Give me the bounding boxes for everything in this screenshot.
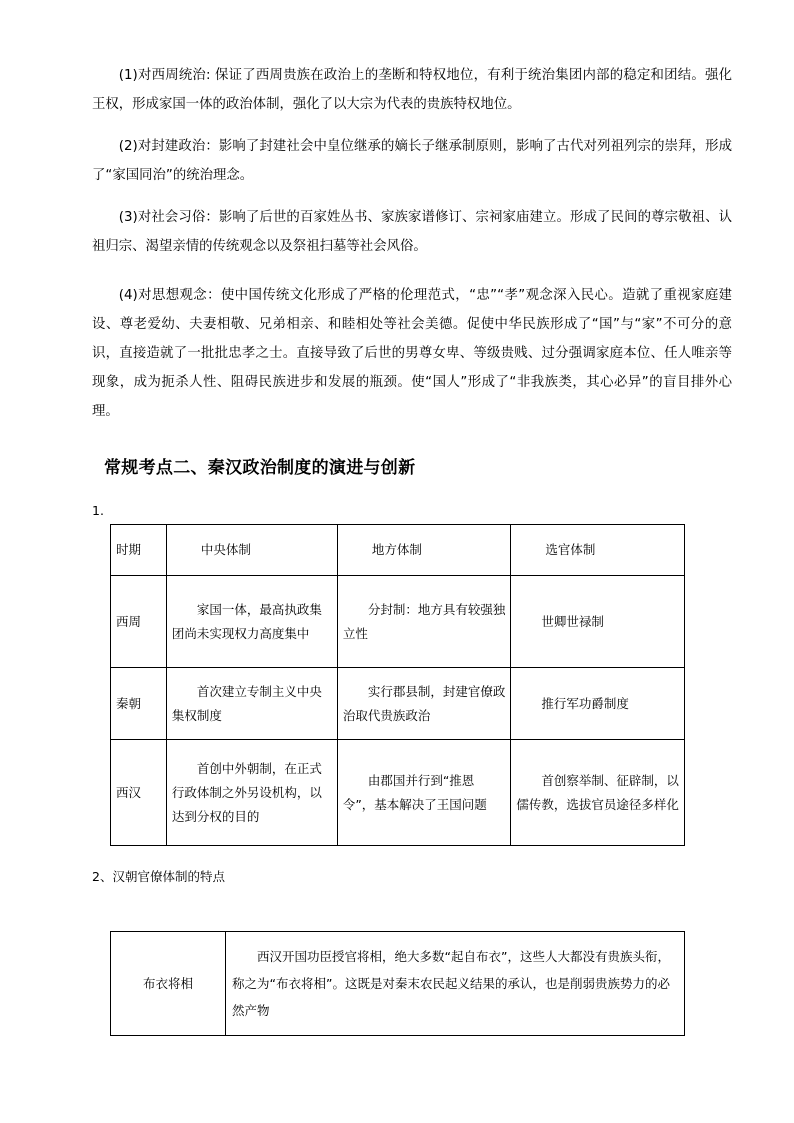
- paragraph-4: (4)对思想观念：使中国传统文化形成了严格的伦理范式，“忠”“孝”观念深入民心。造就了重视家庭建设、尊老爱幼、夫妻相敬、兄弟相亲、和睦相处等社会美德。促使中华民族形成了“国”与“家”不可分的意识，直接造就了一批批忠孝之士。直接导致了后世的男尊女卑、等级贵贱、过分强调家庭本位、任人唯亲等现象，成为扼杀人性、阻碍民族进步和发展的瓶颈。使“国人”形成了“非我族类，其心必异”的盲目排外心理。: [92, 288, 732, 419]
- paragraph-3: (3)对社会习俗：影响了后世的百家姓丛书、家族家谱修订、宗祠家庙建立。形成了民间的尊宗敬祖、认祖归宗、渴望亲情的传统观念以及祭祖扫墓等社会风俗。: [92, 210, 732, 254]
- cell-central: 家国一体，最高执政集团尚未实现权力高度集中: [166, 576, 337, 668]
- cell-local: 由郡国并行到“推恩令”，基本解决了王国问题: [337, 740, 511, 846]
- cell-local: 分封制：地方具有较强独立性: [337, 576, 511, 668]
- header-selection: 选官体制: [511, 525, 685, 576]
- table-row: [111, 932, 685, 1036]
- header-period: 时期: [111, 525, 167, 576]
- header-central: 中央体制: [166, 525, 337, 576]
- table-row: [111, 668, 685, 740]
- feature-name: 布衣将相: [111, 932, 226, 1036]
- item-1-label: 1.: [92, 503, 104, 518]
- table-header-row: [111, 525, 685, 576]
- cell-central: 首创中外朝制，在正式行政体制之外另设机构，以达到分权的目的: [166, 740, 337, 846]
- section-heading: 常规考点二、秦汉政治制度的演进与创新: [104, 458, 416, 478]
- cell-local: 实行郡县制，封建官僚政治取代贵族政治: [337, 668, 511, 740]
- paragraph-1: (1)对西周统治: 保证了西周贵族在政治上的垄断和特权地位，有利于统治集团内部的稳定和团结。强化王权，形成家国一体的政治体制，强化了以大宗为代表的贵族特权地位。: [92, 68, 732, 112]
- cell-period: 秦朝: [111, 668, 167, 740]
- comparison-table: [110, 524, 685, 846]
- header-local: 地方体制: [337, 525, 511, 576]
- cell-period: 西周: [111, 576, 167, 668]
- cell-period: 西汉: [111, 740, 167, 846]
- item-2-label: 2、汉朝官僚体制的特点: [92, 869, 225, 884]
- cell-selection: 推行军功爵制度: [511, 668, 685, 740]
- cell-central: 首次建立专制主义中央集权制度: [166, 668, 337, 740]
- table-row: [111, 740, 685, 846]
- features-table: [110, 931, 685, 1036]
- cell-selection: 首创察举制、征辟制，以儒传教，选拔官员途径多样化: [511, 740, 685, 846]
- paragraph-2: (2)对封建政治：影响了封建社会中皇位继承的嫡长子继承制原则，影响了古代对列祖列宗的崇拜，形成了“家国同治”的统治理念。: [92, 139, 732, 183]
- feature-description: 西汉开国功臣授官将相，绝大多数“起自布衣”，这些人大都没有贵族头衔，称之为“布衣将相”。这既是对秦末农民起义结果的承认，也是削弱贵族势力的必然产物: [226, 932, 685, 1036]
- cell-selection: 世卿世禄制: [511, 576, 685, 668]
- table-row: [111, 576, 685, 668]
